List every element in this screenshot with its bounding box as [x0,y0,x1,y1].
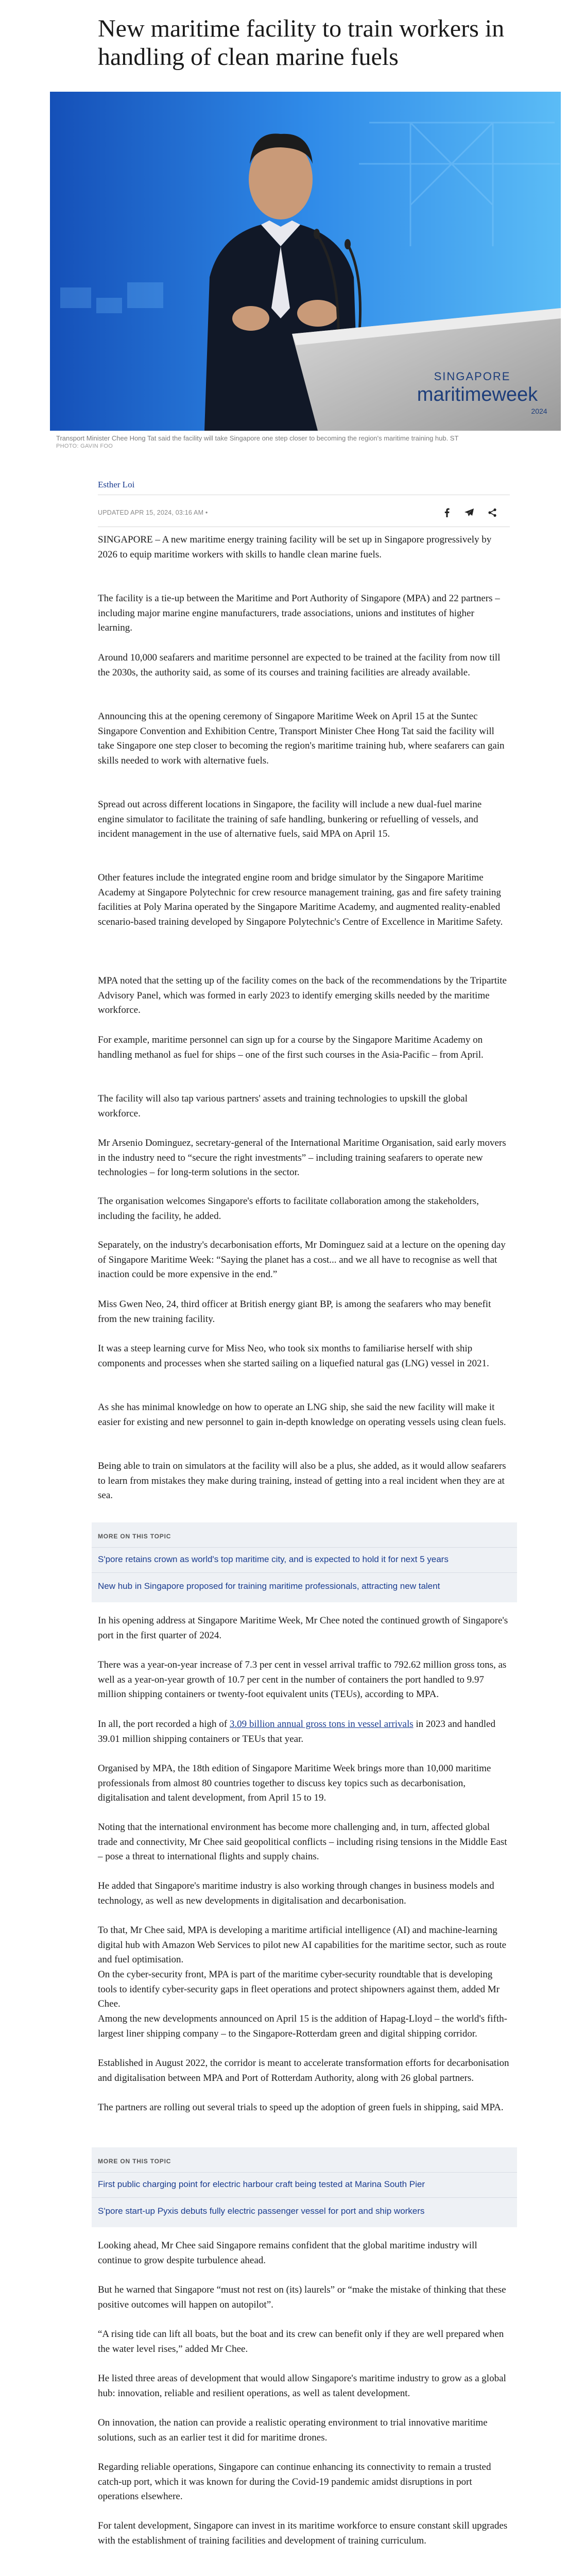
article-paragraph: For talent development, Singapore can invest in its maritime workforce to ensure constant skill upgrades with the establishment of training facilities and development of training curriculum. [98,2520,508,2546]
article-paragraph: Mr Arsenio Dominguez, secretary-general of the International Maritime Organisation, said early movers in the industry need to “secure the right investments” – including training seafarers to operate new technologies – for long-term solutions in the sector. [98,1138,506,1178]
article-paragraph: There was a year-on-year increase of 7.3 per cent in vessel arrival traffic to 792.62 million gross tons, as well as a year-on-year growth of 10.7 per cent in the number of containers the port handled to 9.97 million shipping containers or twenty-foot equivalent units (TEUs), according to MPA. [98,1659,507,1700]
article-paragraph: To that, Mr Chee said, MPA is developing a maritime artificial intelligence (AI) and machine-learning digital hub with Amazon Web Services to pilot new AI capabilities for the maritime sector, such as route and fuel optimisation. [98,1925,507,1965]
svg-text:2024: 2024 [531,407,547,415]
article-paragraph: Announcing this at the opening ceremony of Singapore Maritime Week on April 15 at the Suntec Singapore Convention and Exhibition Centre, Transport Minister Chee Hong Tat said the facility will take Singapore one step closer to becoming the region's maritime training hub, where seafarers can gain skills needed to work with alternative fuels. [98,711,505,766]
article-paragraph: Being able to train on simulators at the facility will also be a plus, she added, as it would allow seafarers to learn from mistakes they make during training, instead of getting into a real incident when they are at sea. [98,1461,506,1501]
article-paragraph: The facility will also tap various partners' assets and training technologies to upskill the global workforce. [98,1093,468,1119]
updated-timestamp: UPDATED APR 15, 2024, 03:16 AM • [98,509,208,516]
share-icon[interactable] [486,506,499,519]
article-paragraph: Looking ahead, Mr Chee said Singapore remains confident that the global maritime industry will continue to grow despite turbulence ahead. [98,2240,477,2266]
telegram-icon[interactable] [462,506,476,519]
article-paragraph: Organised by MPA, the 18th edition of Singapore Maritime Week brings more than 10,000 maritime professionals from almost 80 countries together to discuss key topics such as decarbonisation, digitalisation and talent development, from April 15 to 19. [98,1763,491,1803]
article-paragraph: As she has minimal knowledge on how to operate an LNG ship, she said the new facility will make it easier for existing and new personnel to gain in-depth knowledge on operating vessels using clean fuels. [98,1402,506,1428]
article-paragraph: In his opening address at Singapore Maritime Week, Mr Chee noted the continued growth of Singapore's port in the first quarter of 2024. [98,1615,508,1641]
article-paragraph: Among the new developments announced on April 15 is the addition of Hapag-Lloyd – the world's fifth-largest liner shipping company – to the Singapore-Rotterdam green and digital shipping corridor. [98,2013,507,2039]
article-paragraph: The organisation welcomes Singapore's efforts to facilitate collaboration among the stakeholders, including the facility, he added. [98,1196,479,1222]
article-paragraph: But he warned that Singapore “must not rest on (its) laurels” or “make the mistake of thinking that these positive outcomes will happen on autopilot”. [98,2284,506,2310]
article-paragraph: Other features include the integrated engine room and bridge simulator by the Singapore Maritime Academy at Singapore Polytechnic for crew resource management training, gas and fire safety training facilities at Poly Marina operated by the Singapore Maritime Academy, and augmented reality-enabled scenario-based training developed by Singapore Polytechnic's Centre of Excellence in Maritime Safety. [98,872,503,927]
article-paragraph: SINGAPORE – A new maritime energy training facility will be set up in Singapore progressively by 2026 to equip maritime workers with skills to handle clean marine fuels. [98,534,492,560]
related-article-link[interactable]: First public charging point for electric harbour craft being tested at Marina South Pier [98,2179,425,2189]
article-paragraph: For example, maritime personnel can sign up for a course by the Singapore Maritime Academy on handling methanol as fuel for ships – one of the first such courses in the Asia-Pacific – from April. [98,1035,484,1060]
more-on-topic-title: MORE ON THIS TOPIC [98,2158,171,2165]
article-paragraph: He added that Singapore's maritime industry is also working through changes in business models and technology, as well as new developments in digitalisation and decarbonisation. [98,1880,494,1906]
related-article-link[interactable]: S'pore start-up Pyxis debuts fully electric passenger vessel for port and ship workers [98,2206,425,2216]
hero-photo [50,92,561,431]
article-paragraph: On innovation, the nation can provide a realistic operating environment to trial innovative maritime solutions, such as an earlier test it did for maritime drones. [98,2417,488,2443]
article-paragraph: MPA noted that the setting up of the facility comes on the back of the recommendations by the Tripartite Advisory Panel, which was formed in early 2023 to identify emerging skills needed by the maritime workforce. [98,975,507,1015]
related-article-link[interactable]: New hub in Singapore proposed for training maritime professionals, attracting new talent [98,1581,440,1591]
facebook-icon[interactable] [441,506,453,519]
inline-article-link[interactable]: 3.09 billion annual gross tons in vessel arrivals [229,1719,414,1730]
article-paragraph: The facility is a tie-up between the Maritime and Port Authority of Singapore (MPA) and 22 partners – including major marine engine manufacturers, trade associations, unions and institutes of higher learning. [98,593,500,633]
related-article-link[interactable]: S'pore retains crown as world's top maritime city, and is expected to hold it for next 5 years [98,1554,449,1564]
divider [92,2197,517,2198]
divider [92,2172,517,2173]
article-paragraph: He listed three areas of development that would allow Singapore's maritime industry to grow as a global hub: innovation, reliable and resilient operations, as well as talent development. [98,2373,506,2399]
article-paragraph: On the cyber-security front, MPA is part of the maritime cyber-security roundtable that is developing tools to identify cyber-security gaps in fleet operations and protect shipowners against them, added Mr Chee. [98,1969,500,2009]
article-paragraph: It was a steep learning curve for Miss Neo, who took six months to familiarise herself with ship components and processes when she started sailing on a liquefied natural gas (LNG) vessel in 2021. [98,1343,489,1369]
divider [92,1572,517,1573]
svg-text:SINGAPORE: SINGAPORE [434,370,511,383]
photo-credit: PHOTO: GAVIN FOO [56,443,113,449]
article-paragraph: Miss Gwen Neo, 24, third officer at British energy giant BP, is among the seafarers who may benefit from the new training facility. [98,1299,491,1325]
article-paragraph: Around 10,000 seafarers and maritime personnel are expected to be trained at the facility from now till the 2030s, the authority said, as some of its courses and training facilities are already available. [98,652,501,678]
hero-caption: Transport Minister Chee Hong Tat said the facility will take Singapore one step closer to becoming the region's maritime training hub. ST [56,434,459,442]
more-on-topic-title: MORE ON THIS TOPIC [98,1533,171,1540]
svg-text:maritimeweek: maritimeweek [417,384,538,405]
article-paragraph: Spread out across different locations in Singapore, the facility will include a new dual-fuel marine engine simulator to facilitate the training of safe handling, bunkering or refuelling of vessels, and incident management in the use of alternative fuels, said MPA on April 15. [98,799,482,839]
divider [92,1547,517,1548]
article-paragraph: Noting that the international environment has become more challenging and, in turn, affected global trade and connectivity, Mr Chee said geopolitical conflicts – including rising tensions in the Middle East – pose a threat to international flights and supply chains. [98,1822,507,1862]
article-paragraph-with-link: In all, the port recorded a high of 3.09 billion annual gross tons in vessel arrivals in 2023 and handled 39.01 million shipping containers or TEUs that year. [98,1719,495,1744]
article-paragraph: The partners are rolling out several trials to speed up the adoption of green fuels in shipping, said MPA. [98,2102,504,2113]
article-paragraph: Regarding reliable operations, Singapore can continue enhancing its connectivity to remain a trusted catch-up port, which it was known for during the Covid-19 pandemic amidst disruptions in port operations elsewhere. [98,2462,491,2502]
hero-photo-illustration [50,92,561,431]
article-paragraph: Established in August 2022, the corridor is meant to accelerate transformation efforts for decarbonisation and digitalisation between MPA and Port of Rotterdam Authority, along with 26 global partners. [98,2058,509,2083]
article-paragraph: “A rising tide can lift all boats, but the boat and its crew can benefit only if they are well prepared when the water level rises,” added Mr Chee. [98,2329,504,2354]
article-headline: New maritime facility to train workers in handling of clean marine fuels [98,15,505,71]
author-name[interactable]: Esther Loi [98,480,135,489]
article-paragraph: Separately, on the industry's decarbonisation efforts, Mr Dominguez said at a lecture on the opening day of Singapore Maritime Week: “Saying the planet has a cost... and we all have to recognise as well that inaction could be more expensive in the end.” [98,1240,506,1280]
